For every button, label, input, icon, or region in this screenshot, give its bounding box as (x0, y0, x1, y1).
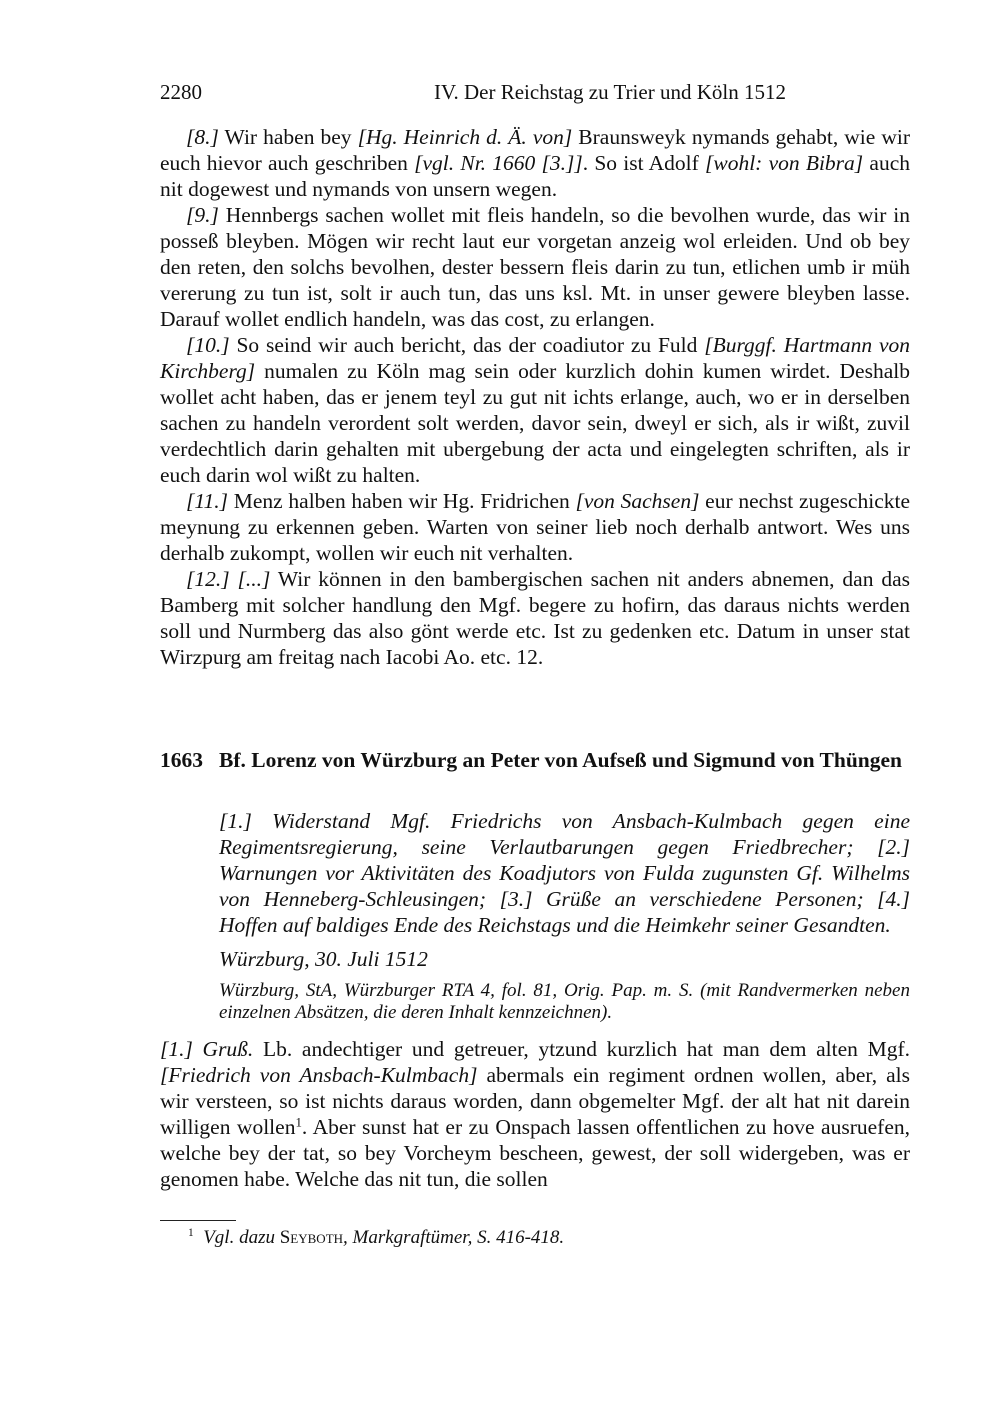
paragraph-number: [10.] (186, 333, 230, 357)
paragraph-10 (160, 332, 910, 488)
paragraph-text: Braunsweyk nymands gehabt, wie wir euch hievor auch geschriben (160, 125, 910, 175)
paragraph-number: [11.] (186, 489, 229, 513)
editorial-note: [wohl: von Bibra] (705, 151, 864, 175)
letter-paragraph-1 (160, 1036, 910, 1192)
paragraph-text: So seind wir auch bericht, das der coadiutor zu Fuld (229, 333, 705, 357)
paragraph-9 (160, 202, 910, 332)
paragraph-text: Menz halben haben wir Hg. Fridrichen (228, 489, 576, 513)
paragraph-text: Lb. andechtiger und getreuer, ytzund kurzlich hat man dem alten Mgf. (253, 1037, 910, 1061)
paragraph-text: eur nechst zugeschickte meynung zu erkennen geben. Warten von seiner lieb noch derhalb antwort. Wes uns derhalb zukompt, wollen wir euch nit verhalten. (160, 489, 911, 565)
footnote-1 (188, 1226, 910, 1250)
paragraph-8 (160, 124, 910, 202)
paragraph-number: [12.] [...] (186, 567, 271, 591)
document-heading (160, 747, 910, 773)
footnote-reference[interactable]: 1 (295, 1115, 302, 1130)
paragraph-text: Hennbergs sachen wollet mit fleis handeln, so die bevolhen wurde, das wir in posseß bleyben. Mögen wir recht laut eur vorgetan anzeig wol erleiden. Und ob bey den reten, den solchs bevolhen, dester bessern fleis darin zu tun, etlichen umb ir müh vererung zu tun ist, solt ir auch tun, das uns ksl. Mt. in unser gewere bleyben lasse. Darauf wollet endlich handeln, was das cost, zu erlangen. (160, 203, 910, 331)
page-number: 2280 (160, 80, 202, 104)
editorial-note: [vgl. Nr. 1660 [3.]] (414, 151, 583, 175)
paragraph-text: Wir haben bey (218, 125, 358, 149)
footnote-text: Vgl. dazu (203, 1227, 280, 1248)
document-title: Bf. Lorenz von Würzburg an Peter von Aufseß und Sigmund von Thüngen (219, 748, 902, 772)
paragraph-block (160, 124, 910, 670)
document-dateline: Würzburg, 30. Juli 1512 (219, 947, 428, 971)
editorial-note: [von Sachsen] (575, 489, 700, 513)
document-summary: [1.] Widerstand Mgf. Friedrichs von Ansbach-Kulmbach gegen eine Regimentsregierung, seine Verlautbarungen gegen Friedbrecher; [2.] Warnungen vor Aktivitäten des Koadjutors von Fulda zugunsten Gf. Wilhelms von Henneberg-Schleusingen; [3.] Grüße an verschiedene Personen; [4.] Hoffen auf baldiges Ende des Reichstags und die Heimkehr seiner Gesandten. (219, 809, 910, 937)
paragraph-11 (160, 488, 910, 566)
paragraph-number: [8.] (186, 125, 219, 149)
running-title: IV. Der Reichstag zu Trier und Köln 1512 (434, 80, 786, 104)
paragraph-text: auch nit dogewest und nymands von unsern wegen. (160, 151, 910, 201)
editorial-note: [Hg. Heinrich d. Ä. von] (357, 125, 573, 149)
paragraph-number: [1.] Gruß. (160, 1037, 254, 1061)
paragraph-number: [9.] (186, 203, 219, 227)
footnote-number: 1 (188, 1227, 194, 1240)
paragraph-text: . So ist Adolf (582, 151, 705, 175)
paragraph-text: . Aber sunst hat er zu Onspach lassen offentlichen zu hove ausruefen, welche bey der tat, so bey Vorcheym bescheen, gewest, der soll widergeben, was er genomen habe. Welche das nit tun, die sollen (160, 1115, 910, 1191)
page-header (160, 80, 910, 108)
editorial-note: [Friedrich von Ansbach-Kulmbach] (160, 1063, 478, 1087)
letter-body (160, 1036, 910, 1192)
footnote-text: , Markgraftümer, S. 416-418. (343, 1227, 565, 1248)
source-note: Würzburg, StA, Würzburger RTA 4, fol. 81, Orig. Pap. m. S. (mit Randvermerken neben einzelnen Absätzen, die deren Inhalt kennzeichnen). (219, 980, 910, 1023)
document-number: 1663 (160, 748, 203, 772)
footnote-author: Seyboth (279, 1227, 344, 1248)
paragraph-text: abermals ein regiment ordnen wollen, aber, als wir versteen, so ist nichts daraus worden, dann obgemelter Mgf. der alt hat nit darein willigen wollen (160, 1063, 910, 1139)
paragraph-12 (160, 566, 910, 670)
paragraph-text: numalen zu Köln mag sein oder kurzlich dohin kumen wirdet. Deshalb wollet acht haben, das er jenem teyl zu gut nit ichts erlange, auch, wo er in derselben sachen zu handeln verordent solt werden, davor sein, dweyl er sich, als ir wißt, zuvil verdechtlich darin gehalten mit ubergebung der acta und eingelegten schriften, als ir euch darin wol wißt zu halten. (160, 359, 910, 487)
editorial-note: [Burggf. Hartmann von Kirchberg] (160, 333, 910, 383)
footnote-rule (160, 1220, 236, 1221)
paragraph-text: Wir können in den bambergischen sachen nit anders abnemen, dan das Bamberg mit solcher handlung den Mgf. begere zu hofirn, das daraus nichts werden soll und Nurmberg das also gönt werde etc. Ist zu gedenken etc. Datum in unser stat Wirzpurg am freitag nach Iacobi Ao. etc. 12. (160, 567, 911, 669)
